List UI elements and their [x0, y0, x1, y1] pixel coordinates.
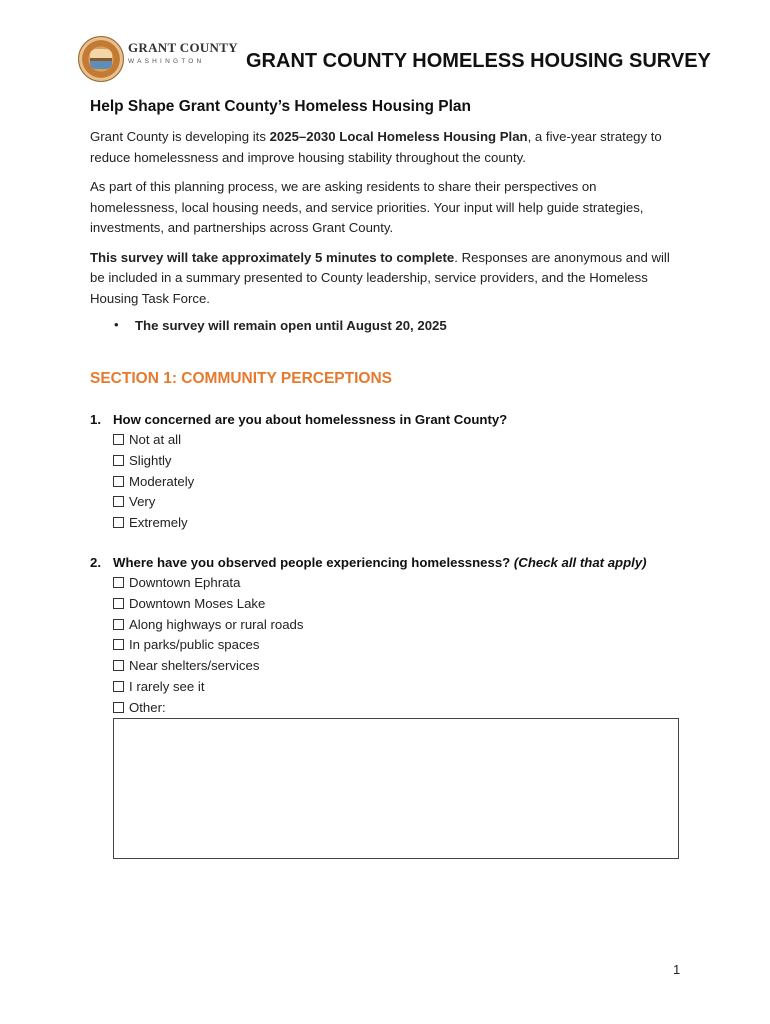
checkbox[interactable]: [113, 476, 124, 487]
bullet-icon: •: [114, 317, 119, 332]
q1-option-slightly[interactable]: Slightly: [90, 453, 690, 474]
q2-option-rarely-see[interactable]: I rarely see it: [90, 679, 690, 700]
q1-option-extremely[interactable]: Extremely: [90, 515, 690, 536]
checkbox[interactable]: [113, 434, 124, 445]
q1-option-not-at-all[interactable]: Not at all: [90, 432, 690, 453]
deadline-bullet: [90, 318, 680, 338]
q2-option-near-shelters[interactable]: Near shelters/services: [90, 658, 690, 679]
checkbox[interactable]: [113, 598, 124, 609]
checkbox[interactable]: [113, 517, 124, 528]
question-1: [90, 412, 690, 536]
intro-paragraph-3: This survey will take approximately 5 minutes to complete. Responses are anonymous and will be included in a summary presented to County leadership, service providers, and the Homeless Housing Task Force.: [90, 249, 670, 306]
q1-option-moderately[interactable]: Moderately: [90, 474, 690, 495]
checkbox[interactable]: [113, 577, 124, 588]
document-title: GRANT COUNTY HOMELESS HOUSING SURVEY: [246, 50, 711, 72]
other-text-field[interactable]: [113, 718, 679, 859]
checkbox[interactable]: [113, 681, 124, 692]
question-2: [90, 555, 690, 721]
q2-option-downtown-moses-lake[interactable]: Downtown Moses Lake: [90, 596, 690, 617]
page-number: 1: [673, 962, 681, 977]
logo-state-name: WASHINGTON: [128, 58, 205, 65]
q1-option-very[interactable]: Very: [90, 494, 690, 515]
intro-paragraph-1: Grant County is developing its 2025–2030 Local Homeless Housing Plan, a five-year strategy to reduce homelessness and improve housing stability throughout the county.: [90, 129, 662, 165]
intro-paragraph-2: As part of this planning process, we are asking residents to share their perspectives on homelessness, local housing needs, and service priorities. Your input will help guide strategies, investments, and partnerships across Grant County.: [90, 179, 644, 235]
q2-option-highways-rural-roads[interactable]: Along highways or rural roads: [90, 617, 690, 638]
deadline-text: The survey will remain open until August 20, 2025: [135, 318, 447, 333]
checkbox[interactable]: [113, 660, 124, 671]
intro-subtitle: Help Shape Grant County’s Homeless Housing Plan: [90, 98, 471, 115]
checkbox[interactable]: [113, 619, 124, 630]
county-logo: [78, 36, 238, 82]
intro-section: [90, 98, 680, 338]
checkbox[interactable]: [113, 639, 124, 650]
checkbox[interactable]: [113, 496, 124, 507]
checkbox[interactable]: [113, 455, 124, 466]
county-seal-icon: [78, 36, 124, 82]
checkbox[interactable]: [113, 702, 124, 713]
question-2-text: 2. Where have you observed people experiencing homelessness? (Check all that apply): [90, 555, 647, 570]
logo-county-name: GRANT COUNTY: [128, 40, 238, 55]
q2-option-parks-public-spaces[interactable]: In parks/public spaces: [90, 637, 690, 658]
q2-option-downtown-ephrata[interactable]: Downtown Ephrata: [90, 575, 690, 596]
q2-option-other[interactable]: Other:: [90, 700, 690, 721]
question-1-text: 1. How concerned are you about homelessness in Grant County?: [90, 412, 508, 427]
section-1-heading: SECTION 1: COMMUNITY PERCEPTIONS: [90, 370, 392, 387]
